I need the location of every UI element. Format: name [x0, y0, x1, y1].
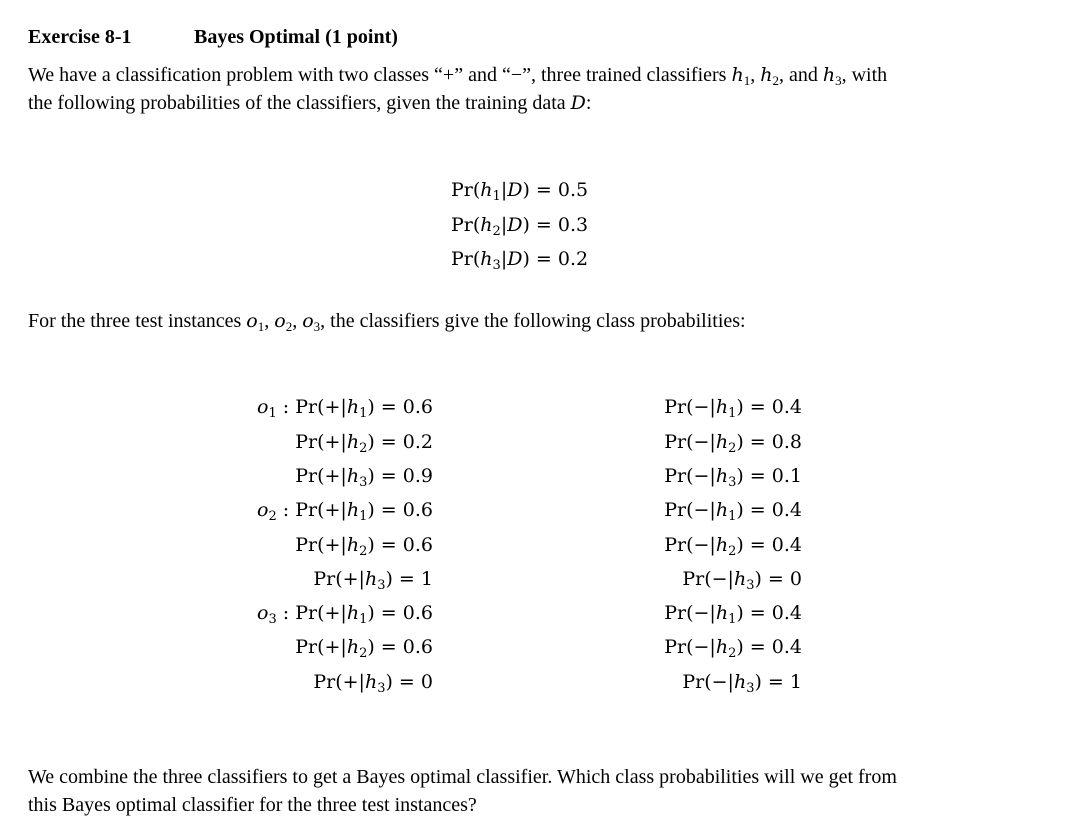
test-intro: For the three test instances $o_1$, $o_2$, $o_3$, the classifiers give the following class probabilities:: [28, 310, 746, 334]
question-line-2: this Bayes optimal classifier for the three test instances?: [28, 794, 477, 816]
plus-probability: $Pr(+|h_2) = 0.6$: [295, 636, 433, 661]
instance-label: $o_3$ :: [257, 602, 296, 627]
exercise-label: Exercise 8-1: [28, 26, 132, 48]
prior-equation: $Pr(h_1|D) = 0.5$: [451, 179, 589, 204]
prior-equation: $Pr(h_3|D) = 0.2$: [451, 248, 589, 273]
plus-probability: $o_2$ : $Pr(+|h_1) = 0.6$: [257, 499, 433, 524]
minus-probability: $Pr(-|h_3) = 0.1$: [664, 465, 802, 490]
minus-probability: $Pr(-|h_1) = 0.4$: [664, 499, 802, 524]
instance-label: $o_2$ :: [257, 499, 296, 524]
minus-probability: $Pr(-|h_1) = 0.4$: [664, 396, 802, 421]
question-line-1: We combine the three classifiers to get a Bayes optimal classifier. Which class probabilities will we get from: [28, 766, 897, 788]
plus-probability: $Pr(+|h_2) = 0.6$: [295, 534, 433, 559]
minus-probability: $Pr(-|h_1) = 0.4$: [664, 602, 802, 627]
exercise-title: Bayes Optimal (1 point): [194, 26, 398, 48]
plus-probability: $Pr(+|h_2) = 0.2$: [295, 431, 433, 456]
intro-line-2: the following probabilities of the classifiers, given the training data D:: [28, 92, 592, 114]
plus-probability: $Pr(+|h_3) = 0$: [313, 671, 433, 696]
minus-probability: $Pr(-|h_3) = 0$: [682, 568, 802, 593]
minus-probability: $Pr(-|h_2) = 0.4$: [664, 534, 802, 559]
plus-probability: $Pr(+|h_3) = 1$: [313, 568, 433, 593]
prior-equation: $Pr(h_2|D) = 0.3$: [451, 214, 589, 239]
instance-label: $o_1$ :: [257, 396, 296, 421]
plus-probability: $Pr(+|h_3) = 0.9$: [295, 465, 433, 490]
minus-probability: $Pr(-|h_2) = 0.4$: [664, 636, 802, 661]
plus-probability: $o_3$ : $Pr(+|h_1) = 0.6$: [257, 602, 433, 627]
minus-probability: $Pr(-|h_2) = 0.8$: [664, 431, 802, 456]
plus-probability: $o_1$ : $Pr(+|h_1) = 0.6$: [257, 396, 433, 421]
minus-probability: $Pr(-|h_3) = 1$: [682, 671, 802, 696]
intro-line-1: We have a classification problem with two classes “+” and “−”, three trained classifiers $h_1$, $h_2$, and $h_3$, with: [28, 64, 888, 88]
